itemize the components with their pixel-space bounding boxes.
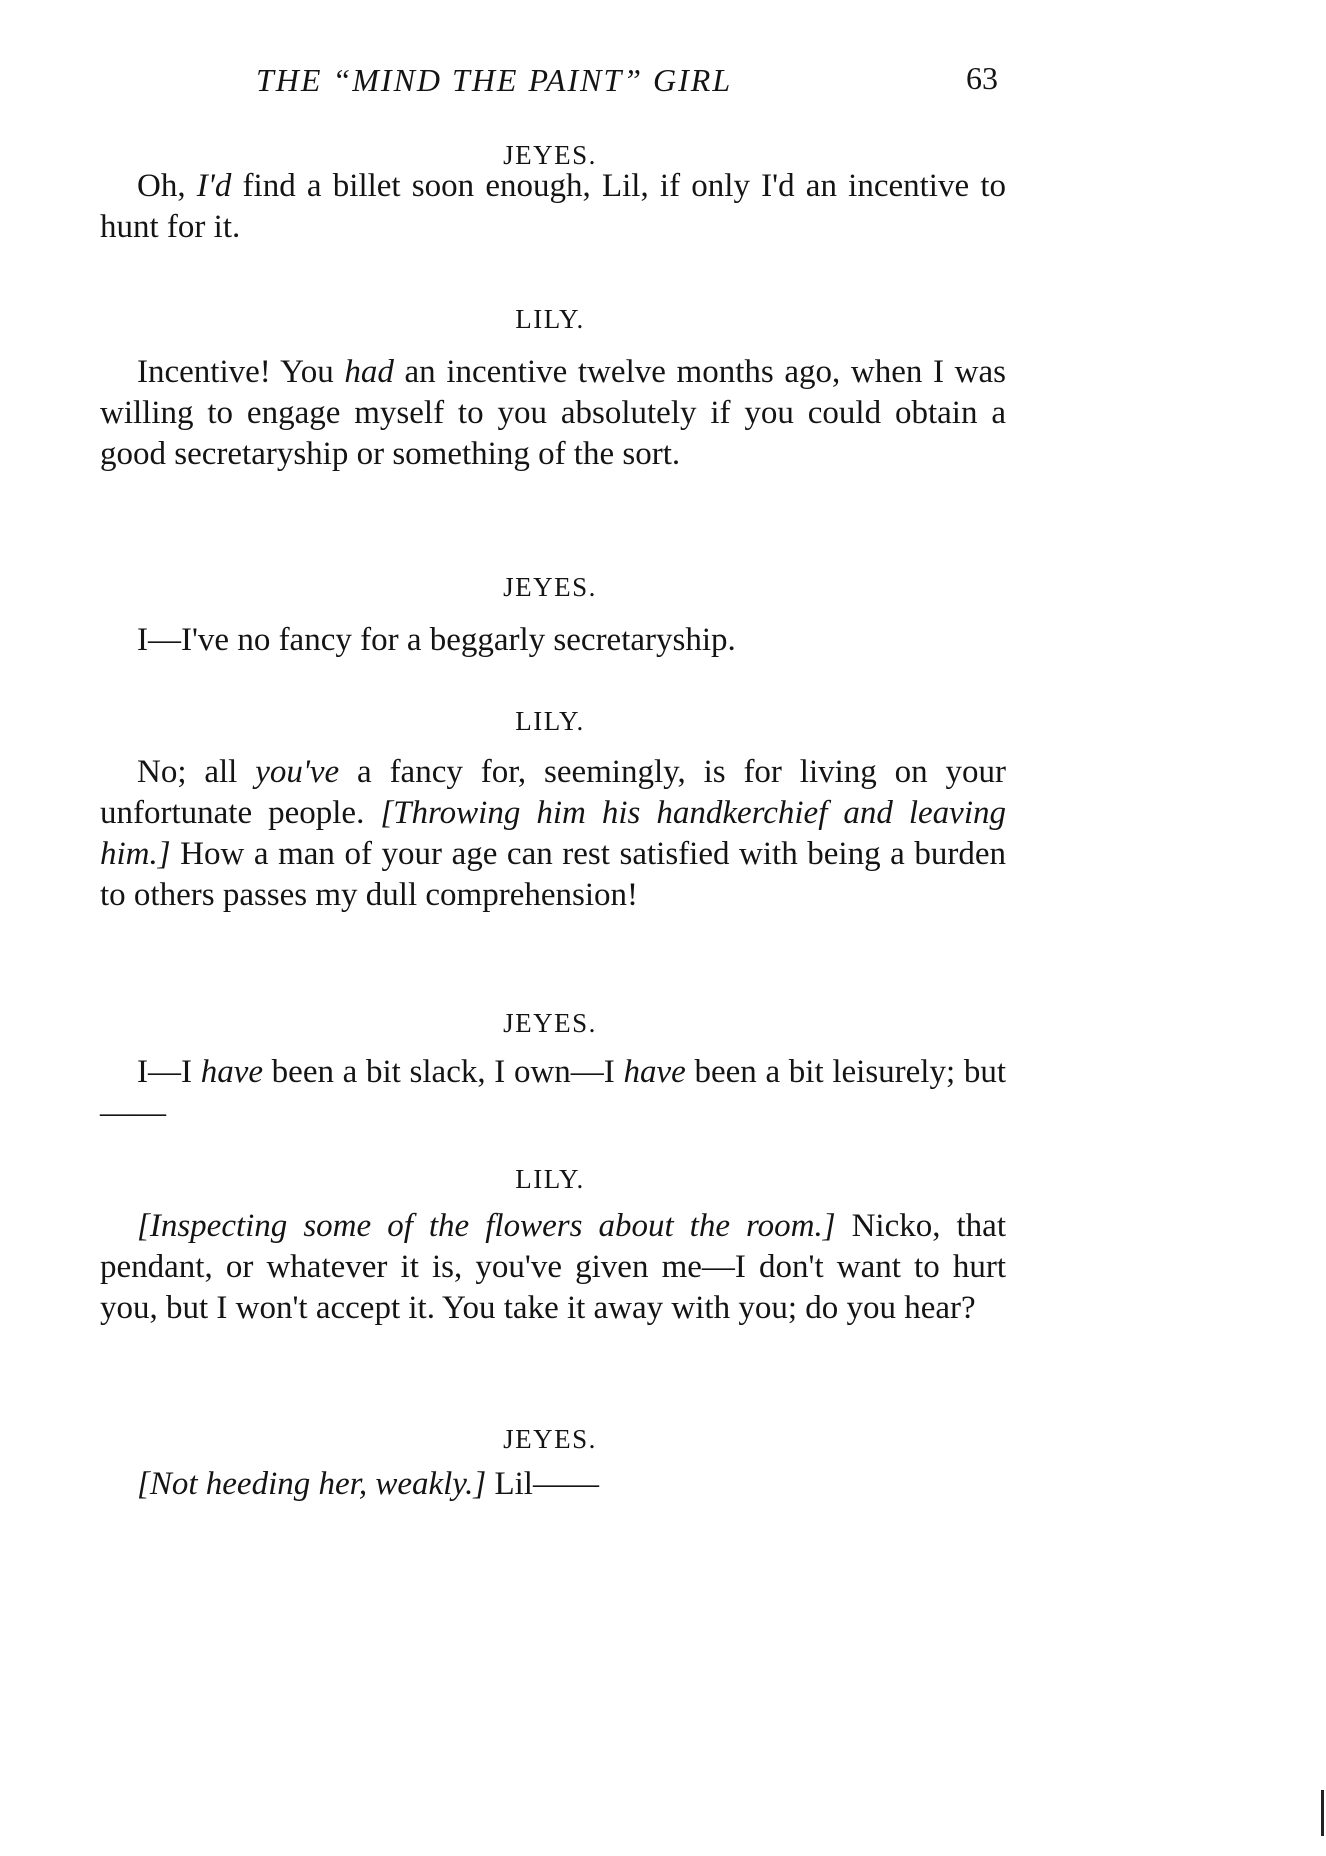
speaker-name: JEYES. — [503, 140, 597, 170]
page-edge-mark — [1321, 1790, 1324, 1836]
speech-run: a fancy for, seemingly, is for living on your unfortunate people. — [100, 754, 1006, 831]
running-title: THE “MIND THE PAINT” GIRL — [256, 62, 733, 98]
speech-run: been a bit slack, I own—I — [262, 1054, 624, 1090]
emphasis-run: had — [344, 354, 394, 390]
speaker-name: JEYES. — [503, 1424, 597, 1454]
emphasis-run: you've — [255, 754, 340, 790]
speaker-name: LILY. — [515, 706, 585, 736]
emphasis-run: have — [623, 1054, 686, 1090]
speech-text — [100, 620, 1006, 661]
speech-run: find a billet soon enough, Lil, if only I'd an incentive to hunt for it. — [100, 168, 1006, 245]
speech-run: Lil—— — [486, 1466, 599, 1502]
page-number: 63 — [966, 60, 998, 96]
speech-run: Incentive! You — [137, 354, 345, 390]
speaker-name: LILY. — [515, 304, 585, 334]
speech-run: I—I've no fancy for a beggarly secretaryship. — [137, 622, 736, 658]
speaker-name: JEYES. — [503, 572, 597, 602]
speaker-name: LILY. — [515, 1164, 585, 1194]
speech-run: No; all — [137, 754, 256, 790]
speech-text — [100, 352, 1006, 475]
speech-run: How a man of your age can rest satisfied with being a burden to others passes my dull comprehension! — [100, 836, 1006, 913]
emphasis-run: I'd — [196, 168, 232, 204]
speech-run: Nicko, that pendant, or whatever it is, you've given me—I don't want to hurt you, but I won't accept it. You take it away with you; do you hear? — [100, 1208, 1006, 1326]
speech-run: been a bit leisurely; but—— — [100, 1054, 1006, 1131]
speech-run: I—I — [137, 1054, 201, 1090]
speech-text — [100, 1206, 1006, 1329]
speech-text — [100, 1052, 1006, 1134]
speech-run: an incentive twelve months ago, when I was willing to engage myself to you absolutely if you could obtain a good secretaryship or something of the sort. — [100, 354, 1007, 472]
stage-direction: [Not heeding her, weakly.] — [137, 1466, 487, 1502]
speech-text — [100, 166, 1006, 248]
stage-direction: [Inspecting some of the flowers about the room.] — [137, 1208, 836, 1244]
stage-direction: [Throwing him his handkerchief and leaving him.] — [100, 795, 1006, 872]
speech-text — [100, 1464, 1006, 1505]
emphasis-run: have — [200, 1054, 263, 1090]
speech-run: Oh, — [137, 168, 197, 204]
speech-text — [100, 752, 1006, 916]
speaker-name: JEYES. — [503, 1008, 597, 1038]
